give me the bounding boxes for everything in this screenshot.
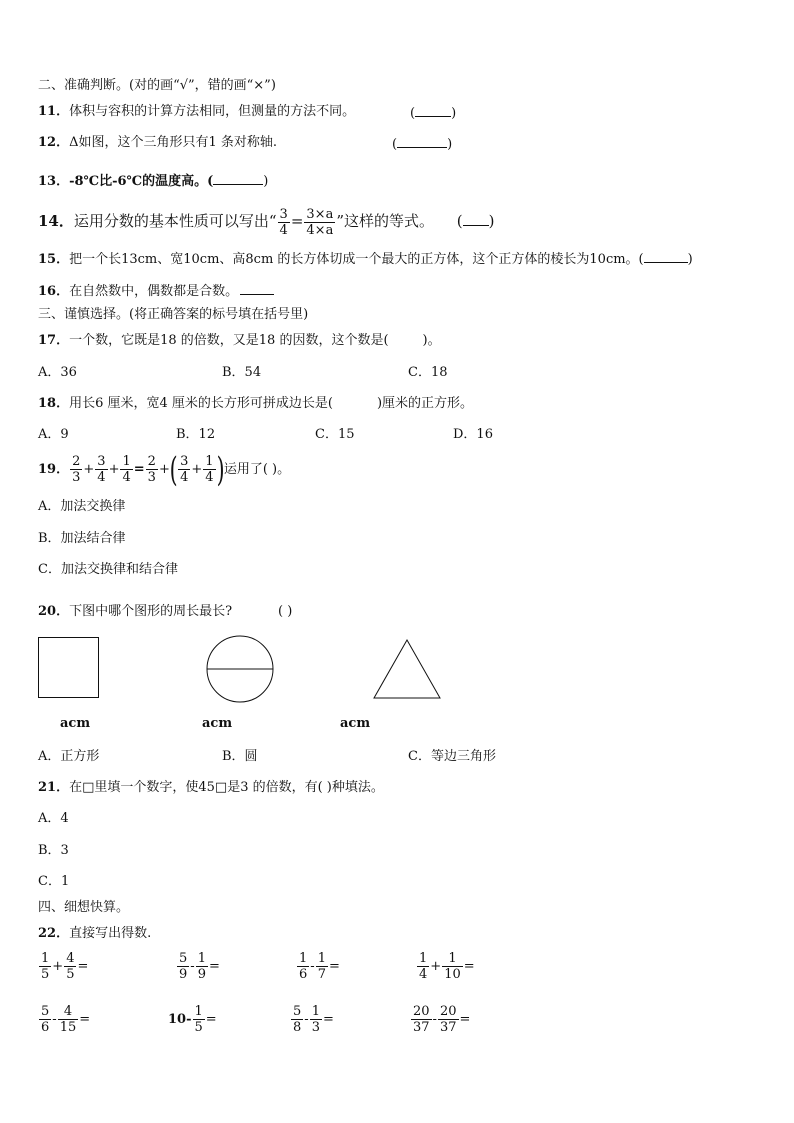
question-text: Δ如图，这个三角形只有1 条对称轴. bbox=[69, 135, 278, 150]
section-heading-2: 二、准确判断。(对的画“√”，错的画“×”) bbox=[38, 78, 276, 93]
question-text: 直接写出得数. bbox=[69, 926, 152, 941]
answer-blank[interactable] bbox=[240, 281, 274, 295]
option-a[interactable]: A．正方形 bbox=[38, 749, 100, 764]
question-21 bbox=[38, 779, 384, 797]
fraction: $\frac{1}{4}$ bbox=[122, 454, 131, 485]
question-text: -8℃比-6℃的温度高。( bbox=[69, 174, 214, 189]
option-b[interactable]: B．加法结合律 bbox=[38, 531, 126, 546]
option-a[interactable]: A．9 bbox=[38, 427, 69, 442]
option-d[interactable]: D．16 bbox=[453, 427, 493, 442]
option-a[interactable]: A．36 bbox=[38, 365, 77, 380]
answer-paren[interactable]: ( ) bbox=[456, 212, 495, 230]
question-11 bbox=[38, 103, 457, 121]
question-12 bbox=[38, 134, 453, 152]
circle-label: acm bbox=[202, 716, 233, 731]
question-number: 14． bbox=[38, 212, 74, 230]
answer-paren[interactable]: ( ) bbox=[278, 604, 293, 619]
question-20 bbox=[38, 603, 293, 621]
question-text: 下图中哪个图形的周长最长? bbox=[69, 604, 233, 619]
calc-expression: $\frac{20}{37}$ - $\frac{20}{37}$ = bbox=[413, 1004, 471, 1035]
answer-blank[interactable] bbox=[213, 171, 263, 185]
option-b[interactable]: B．3 bbox=[38, 843, 69, 858]
question-text: 在□里填一个数字，使45□是3 的倍数，有( )种填法。 bbox=[69, 780, 384, 795]
section-heading-3: 三、谨慎选择。(将正确答案的标号填在括号里) bbox=[38, 307, 309, 322]
question-16 bbox=[38, 281, 274, 301]
calc-expression: 10- $\frac{1}{5}$ = bbox=[168, 1004, 217, 1035]
question-18: 18．用长6 厘米，宽4 厘米的长方形可拼成边长是( )厘米的正方形。 bbox=[38, 396, 474, 411]
square-label: acm bbox=[60, 716, 91, 731]
option-a[interactable]: A．4 bbox=[38, 811, 69, 826]
question-number: 21． bbox=[38, 780, 70, 795]
calc-expression: $\frac{5}{8}$ - $\frac{1}{3}$ = bbox=[293, 1004, 334, 1035]
answer-paren[interactable]: ( ) bbox=[410, 103, 456, 123]
option-b[interactable]: B．54 bbox=[222, 365, 262, 380]
figure-shapes bbox=[0, 630, 794, 710]
fraction: $\frac{3}{4}$ bbox=[97, 454, 106, 485]
question-15: 15．把一个长13cm、宽10cm、高8cm 的长方体切成一个最大的正方体，这个正方体的棱长为10cm。( ) bbox=[38, 249, 693, 269]
question-17: 17．一个数，它既是18 的倍数，又是18 的因数，这个数是( )。 bbox=[38, 333, 441, 348]
calc-expression: $\frac{5}{9}$ - $\frac{1}{9}$ = bbox=[179, 951, 220, 982]
question-text: 在自然数中，偶数都是合数。 bbox=[69, 284, 239, 299]
calc-expression: $\frac{1}{5}$ + $\frac{4}{5}$ = bbox=[41, 951, 89, 982]
question-number: 17． bbox=[38, 333, 70, 348]
calc-expression: $\frac{1}{4}$ + $\frac{1}{10}$ = bbox=[419, 951, 475, 982]
question-text: 用长6 厘米，宽4 厘米的长方形可拼成边长是( bbox=[69, 396, 333, 411]
question-number: 11． bbox=[38, 104, 70, 119]
calc-expression: $\frac{1}{6}$ - $\frac{1}{7}$ = bbox=[299, 951, 340, 982]
fraction: $\frac{3}{4}$ bbox=[279, 206, 288, 238]
fraction: $\frac{3}{4}$ bbox=[180, 454, 189, 485]
option-c[interactable]: C．1 bbox=[38, 874, 70, 889]
question-number: 22． bbox=[38, 926, 70, 941]
question-text: 运用了( )。 bbox=[223, 462, 291, 477]
fraction: $\frac{2}{3}$ bbox=[147, 454, 156, 485]
answer-paren[interactable]: ( ) bbox=[392, 134, 452, 154]
option-b[interactable]: B．圆 bbox=[222, 749, 258, 764]
question-number: 12． bbox=[38, 135, 70, 150]
question-number: 15． bbox=[38, 252, 70, 267]
triangle-label: acm bbox=[340, 716, 371, 731]
triangle-shape bbox=[374, 640, 440, 698]
question-number: 13． bbox=[38, 174, 70, 189]
option-c[interactable]: C．等边三角形 bbox=[408, 749, 496, 764]
question-13: 13．-8℃比-6℃的温度高。( ) bbox=[38, 171, 268, 191]
question-22 bbox=[38, 925, 151, 943]
calc-expression: $\frac{5}{6}$ - $\frac{4}{15}$ = bbox=[41, 1004, 91, 1035]
square-shape bbox=[39, 638, 99, 698]
question-19: 19． $\frac{2}{3}$ + $\frac{3}{4}$ + $\frac{1}{4}$ = $\frac{2}{3}$ +( $\frac{3}{4}$ + $\frac{1}{4}$ )运用了( )。 bbox=[38, 449, 291, 490]
answer-blank[interactable] bbox=[644, 249, 688, 263]
question-text: 体积与容积的计算方法相同，但测量的方法不同。 bbox=[69, 104, 356, 119]
question-number: 18． bbox=[38, 396, 70, 411]
option-c[interactable]: C．18 bbox=[408, 365, 448, 380]
section-heading-4: 四、细想快算。 bbox=[38, 900, 130, 915]
question-number: 19． bbox=[38, 462, 70, 477]
question-number: 16． bbox=[38, 284, 70, 299]
fraction: $\frac{1}{4}$ bbox=[205, 454, 214, 485]
option-c[interactable]: C．加法交换律和结合律 bbox=[38, 562, 178, 577]
fraction: $\frac{3\times a}{4\times a}$ bbox=[306, 206, 334, 238]
question-text: 把一个长13cm、宽10cm、高8cm 的长方体切成一个最大的正方体，这个正方体的棱长为10cm。( bbox=[69, 252, 644, 267]
question-text: 运用分数的基本性质可以写出“ bbox=[73, 212, 277, 230]
question-14: 14．运用分数的基本性质可以写出“ $\frac{3}{4}$ = $\frac{3\times a}{4\times a}$ ”这样的等式。 ( ) bbox=[38, 206, 495, 238]
option-a[interactable]: A．加法交换律 bbox=[38, 499, 126, 514]
fraction: $\frac{2}{3}$ bbox=[72, 454, 81, 485]
option-c[interactable]: C．15 bbox=[315, 427, 355, 442]
option-b[interactable]: B．12 bbox=[176, 427, 216, 442]
question-text: 一个数，它既是18 的倍数，又是18 的因数，这个数是( bbox=[69, 333, 389, 348]
question-number: 20． bbox=[38, 604, 70, 619]
